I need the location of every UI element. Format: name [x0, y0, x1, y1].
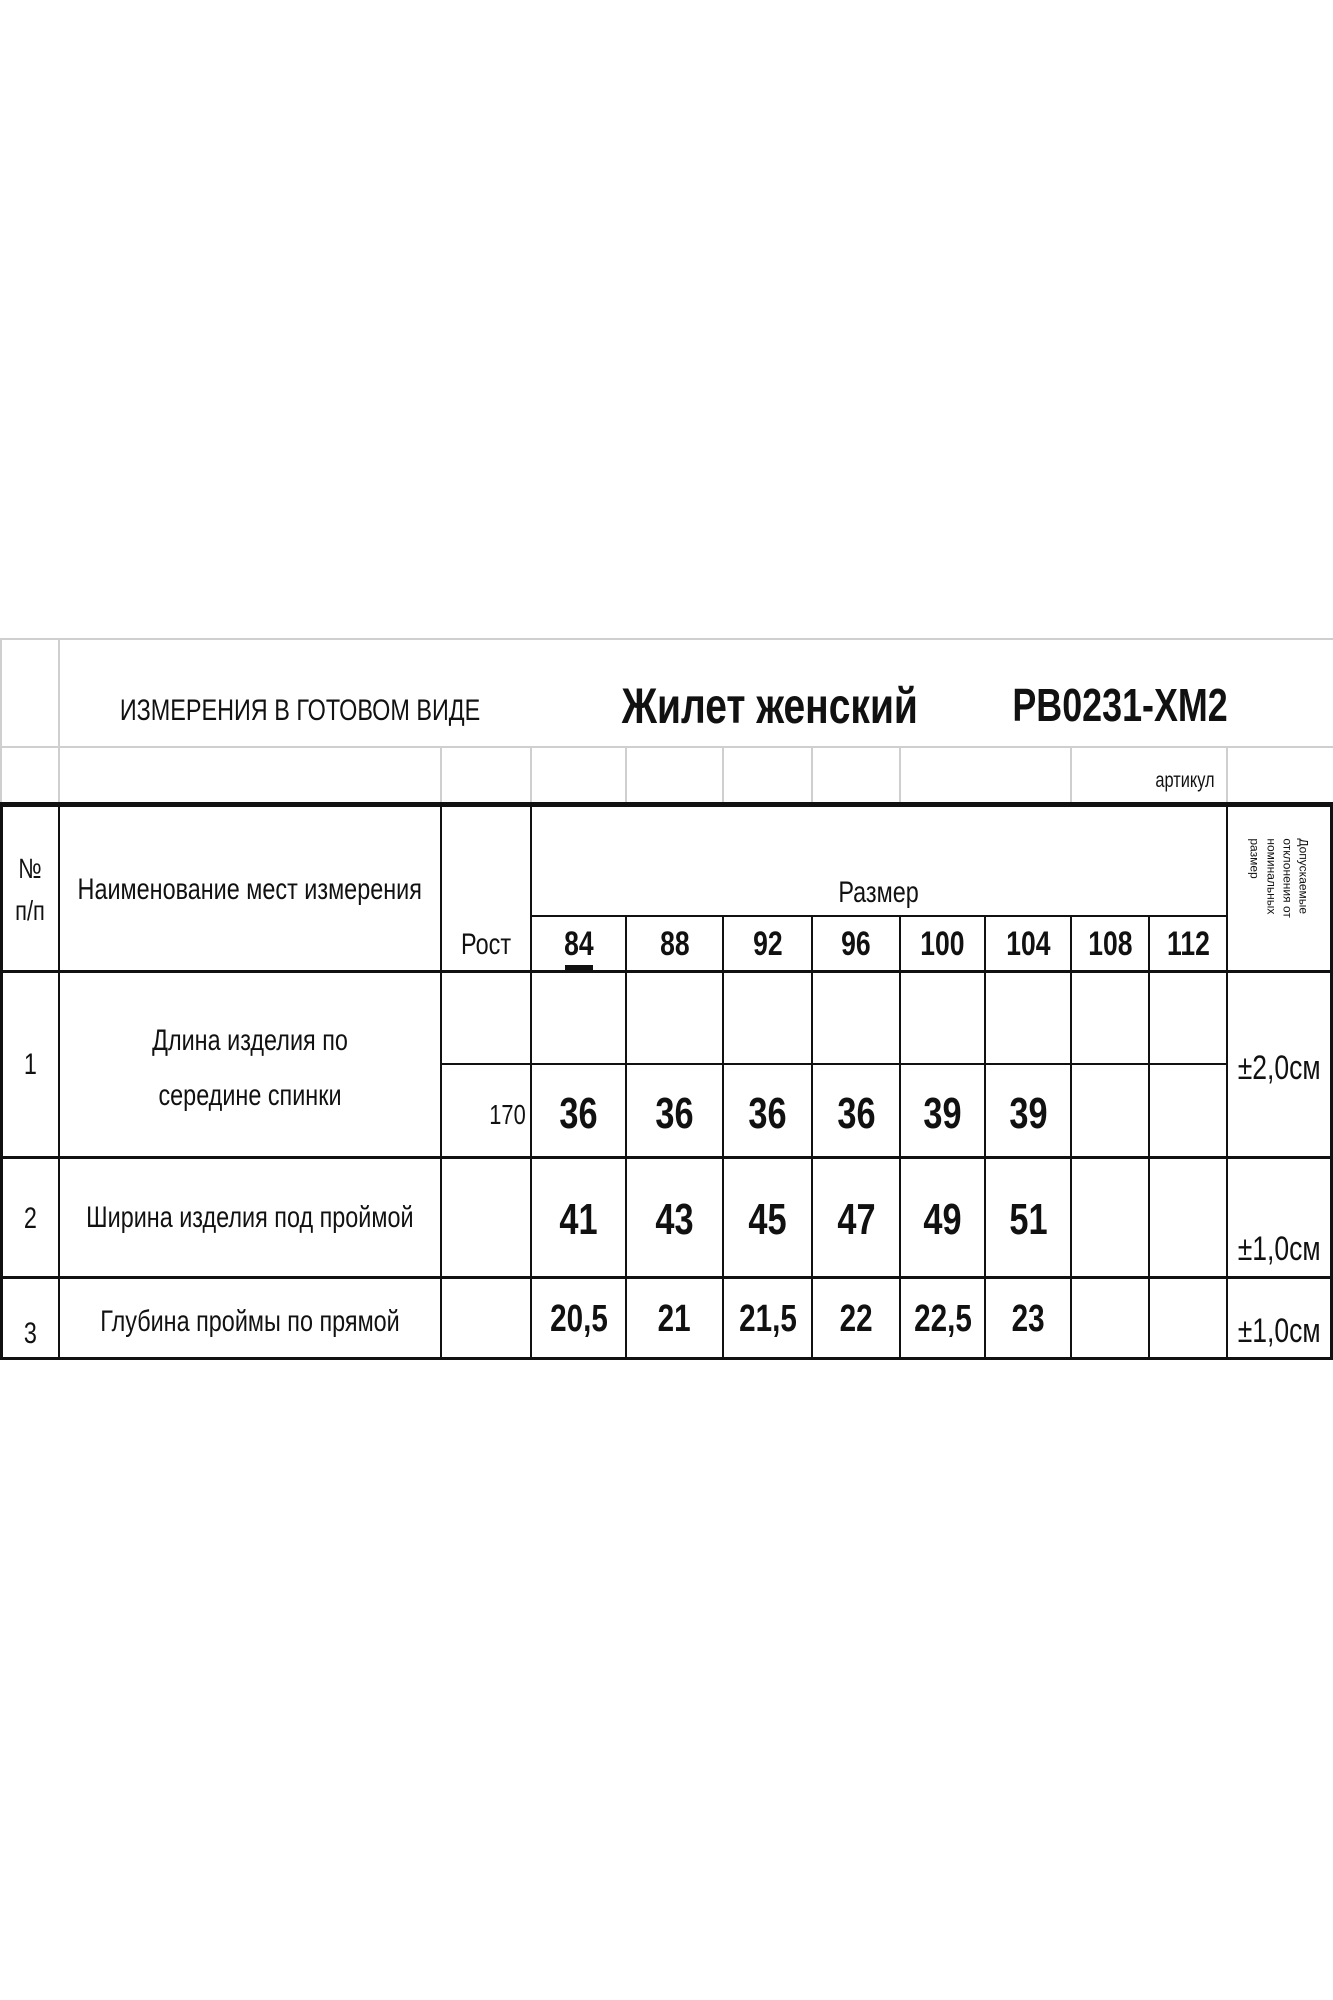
row-3-value-104: 23 [1011, 1298, 1045, 1341]
grid-line [899, 748, 901, 804]
size-header-104: 104 [1005, 924, 1051, 963]
col-line [440, 804, 442, 1360]
row-2-value-104: 51 [1008, 1194, 1048, 1244]
table-bottom-border [0, 1357, 1333, 1360]
row-3-value-92: 21,5 [738, 1298, 797, 1341]
size-header-88: 88 [659, 924, 690, 963]
col-number-header: № п/п [15, 853, 45, 926]
row-1-value-108 [1072, 1078, 1148, 1148]
col-tolerance-header: Допускаемые отклонения от номинальных размер [1247, 838, 1311, 918]
row-line [0, 1156, 1333, 1159]
row-2-value-96: 47 [836, 1194, 876, 1244]
row-3-tolerance: ±1,0см [1237, 1311, 1321, 1350]
row-2-number: 2 [23, 1202, 37, 1236]
row-2-tolerance: ±1,0см [1237, 1229, 1321, 1268]
row-3-number: 3 [23, 1317, 37, 1351]
row-2-value-108 [1072, 1184, 1148, 1254]
col-name-header: Наименование мест измерения [77, 873, 423, 907]
row-3-value-108 [1072, 1290, 1148, 1350]
row-3-height [442, 1296, 530, 1348]
col-height-header: Рост [460, 928, 512, 962]
grid-line [722, 748, 724, 804]
size-header-108: 108 [1087, 924, 1133, 963]
article-label: артикул [1155, 768, 1215, 792]
product-title: Жилет женский [621, 677, 919, 734]
grid-line [530, 748, 532, 804]
row-1-height: 170 [489, 1098, 526, 1130]
row-2-value-112 [1150, 1184, 1226, 1254]
grid-line [1070, 748, 1072, 804]
row-line [0, 970, 1333, 973]
size-header-100: 100 [920, 924, 965, 963]
row-2-value-88: 43 [655, 1194, 694, 1244]
row-3-value-112 [1150, 1290, 1226, 1350]
col-size-header: Размер [838, 875, 920, 909]
row-3-value-96: 22 [839, 1298, 873, 1341]
row-2-value-92: 45 [748, 1194, 787, 1244]
grid-line [0, 638, 2, 804]
row-line [440, 1063, 1226, 1065]
grid-line [811, 748, 813, 804]
row-1-value-84: 36 [559, 1088, 598, 1138]
grid-line [0, 638, 1333, 640]
row-3-name: Глубина проймы по прямой [100, 1305, 400, 1339]
row-line [0, 1276, 1333, 1279]
measurements-label: ИЗМЕРЕНИЯ В ГОТОВОМ ВИДЕ [119, 694, 481, 728]
row-2-name: Ширина изделия под проймой [86, 1201, 414, 1235]
grid-line [625, 748, 627, 804]
row-3-value-100: 22,5 [913, 1298, 972, 1341]
row-1-value-112 [1150, 1078, 1226, 1148]
size-header-92: 92 [752, 924, 783, 963]
row-2-height [442, 1190, 530, 1246]
row-1-value-100: 39 [923, 1088, 962, 1138]
row-2-value-84: 41 [559, 1194, 598, 1244]
size-underline [565, 965, 593, 970]
size-header-112: 112 [1166, 924, 1210, 963]
grid-line [440, 748, 442, 804]
row-3-value-84: 20,5 [549, 1298, 608, 1341]
row-1-value-92: 36 [748, 1088, 787, 1138]
size-header-96: 96 [841, 924, 871, 963]
row-line [530, 915, 1226, 917]
row-1-number: 1 [23, 1048, 37, 1082]
row-1-value-104: 39 [1008, 1088, 1048, 1138]
row-2-value-100: 49 [923, 1194, 962, 1244]
row-1-tolerance: ±2,0см [1237, 1048, 1321, 1087]
row-1-value-88: 36 [655, 1088, 694, 1138]
size-header-84: 84 [563, 924, 594, 963]
article-code: РВ0231-ХМ2 [1012, 679, 1228, 732]
row-1-name: Длина изделия по середине спинки [152, 1023, 348, 1112]
table-top-border [0, 802, 1333, 807]
row-1-value-96: 36 [836, 1088, 876, 1138]
row-3-value-88: 21 [658, 1298, 691, 1341]
